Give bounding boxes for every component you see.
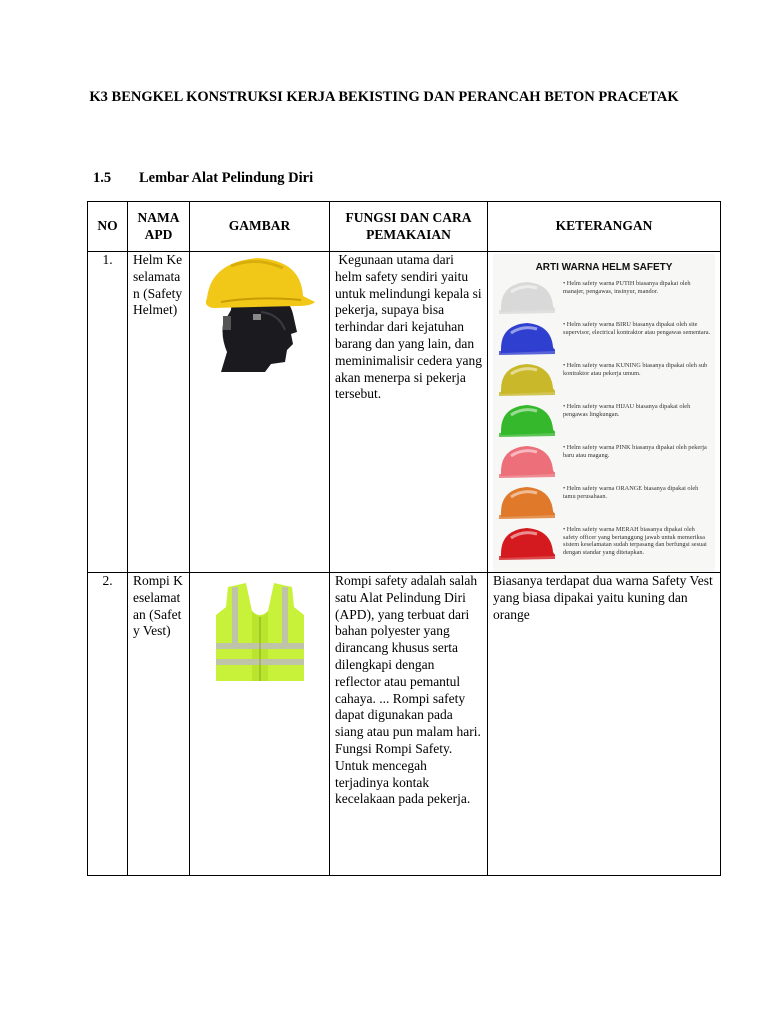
section-heading bbox=[93, 170, 313, 187]
apd-function: Rompi safety adalah salah satu Alat Pelindung Diri (APD), yang terbuat dari bahan polyester yang dirancang khusus serta dilengkapi dengan reflector atau pemantul cahaya. ... Rompi safety dapat digunakan pada siang atau pun malam hari. Fungsi Rompi Safety. Untuk mencegah terjadinya kontak kecelakaan pada pekerja. bbox=[330, 573, 488, 876]
section-number: 1.5 bbox=[93, 170, 112, 186]
header-no: NO bbox=[88, 202, 128, 252]
header-nama-apd: NAMA APD bbox=[128, 202, 190, 252]
helmet-icon bbox=[497, 483, 557, 523]
header-fungsi: FUNGSI DAN CARA PEMAKAIAN bbox=[330, 202, 488, 252]
apd-function: Kegunaan utama dari helm safety sendiri yaitu untuk melindungi kepala si pekerja, supaya bisa terhindar dari kejatuhan barang dan yang lain, dan meminimalisir cedera yang akan menerpa si pekerja tersebut. bbox=[330, 252, 488, 573]
apd-name: Rompi Keselamatan (Safety Vest) bbox=[128, 573, 190, 876]
chart-item-text: • Helm safety warna HIJAU biasanya dipakai oleh pengawas lingkungan. bbox=[563, 403, 691, 418]
chart-item-text: • Helm safety warna KUNING biasanya dipakai oleh sub kontraktor atau pekerja umum. bbox=[563, 362, 708, 377]
chart-item-text: • Helm safety warna MERAH biasanya dipakai oleh safety officer yang bertanggung jawab untuk memeriksa sistem keselamatan sudah terpasang dan berfungsi sesuai dengan standar yang ditetapkan. bbox=[563, 526, 707, 556]
row-number: 1. bbox=[88, 252, 128, 573]
header-keterangan: KETERANGAN bbox=[488, 202, 721, 252]
helmet-icon bbox=[497, 524, 557, 564]
row-number: 2. bbox=[88, 573, 128, 876]
helmet-icon bbox=[497, 401, 557, 441]
apd-description: Biasanya terdapat dua warna Safety Vest yang biasa dipakai yaitu kuning dan orange bbox=[488, 573, 721, 876]
chart-item-text: • Helm safety warna ORANGE biasanya dipakai oleh tamu perusahaan. bbox=[563, 485, 699, 500]
chart-item-text: • Helm safety warna BIRU biasanya dipakai oleh site supervisor, electrical kontraktor atau pengawas sementara. bbox=[563, 321, 711, 336]
helmet-icon bbox=[497, 319, 557, 359]
chart-item bbox=[497, 442, 711, 482]
safety-helmet-icon bbox=[201, 252, 319, 372]
apd-table bbox=[87, 201, 721, 876]
section-title: Lembar Alat Pelindung Diri bbox=[139, 170, 314, 186]
helmet-icon bbox=[497, 442, 557, 482]
vest-image bbox=[190, 573, 330, 876]
chart-item bbox=[497, 524, 711, 564]
table-row bbox=[88, 252, 721, 573]
chart-item bbox=[497, 483, 711, 523]
chart-item-text: • Helm safety warna PINK biasanya dipakai oleh pekerja baru atau magang. bbox=[563, 444, 707, 459]
helmet-color-chart bbox=[493, 254, 715, 572]
apd-name: Helm Keselamatan (Safety Helmet) bbox=[128, 252, 190, 573]
chart-item-text: • Helm safety warna PUTIH biasanya dipakai oleh manajer, pengawas, insinyur, mandor. bbox=[563, 280, 691, 295]
helmet-icon bbox=[497, 360, 557, 400]
table-header-row bbox=[88, 202, 721, 252]
document-title: K3 BENGKEL KONSTRUKSI KERJA BEKISTING DAN PERANCAH BETON PRACETAK bbox=[89, 89, 679, 105]
header-gambar: GAMBAR bbox=[190, 202, 330, 252]
table-row bbox=[88, 573, 721, 876]
apd-description bbox=[488, 252, 721, 573]
chart-item bbox=[497, 278, 711, 318]
safety-vest-icon bbox=[212, 581, 308, 685]
helmet-icon bbox=[497, 278, 557, 318]
chart-item bbox=[497, 360, 711, 400]
chart-item bbox=[497, 319, 711, 359]
chart-item bbox=[497, 401, 711, 441]
chart-title: ARTI WARNA HELM SAFETY bbox=[535, 262, 673, 273]
helmet-image bbox=[190, 252, 330, 573]
